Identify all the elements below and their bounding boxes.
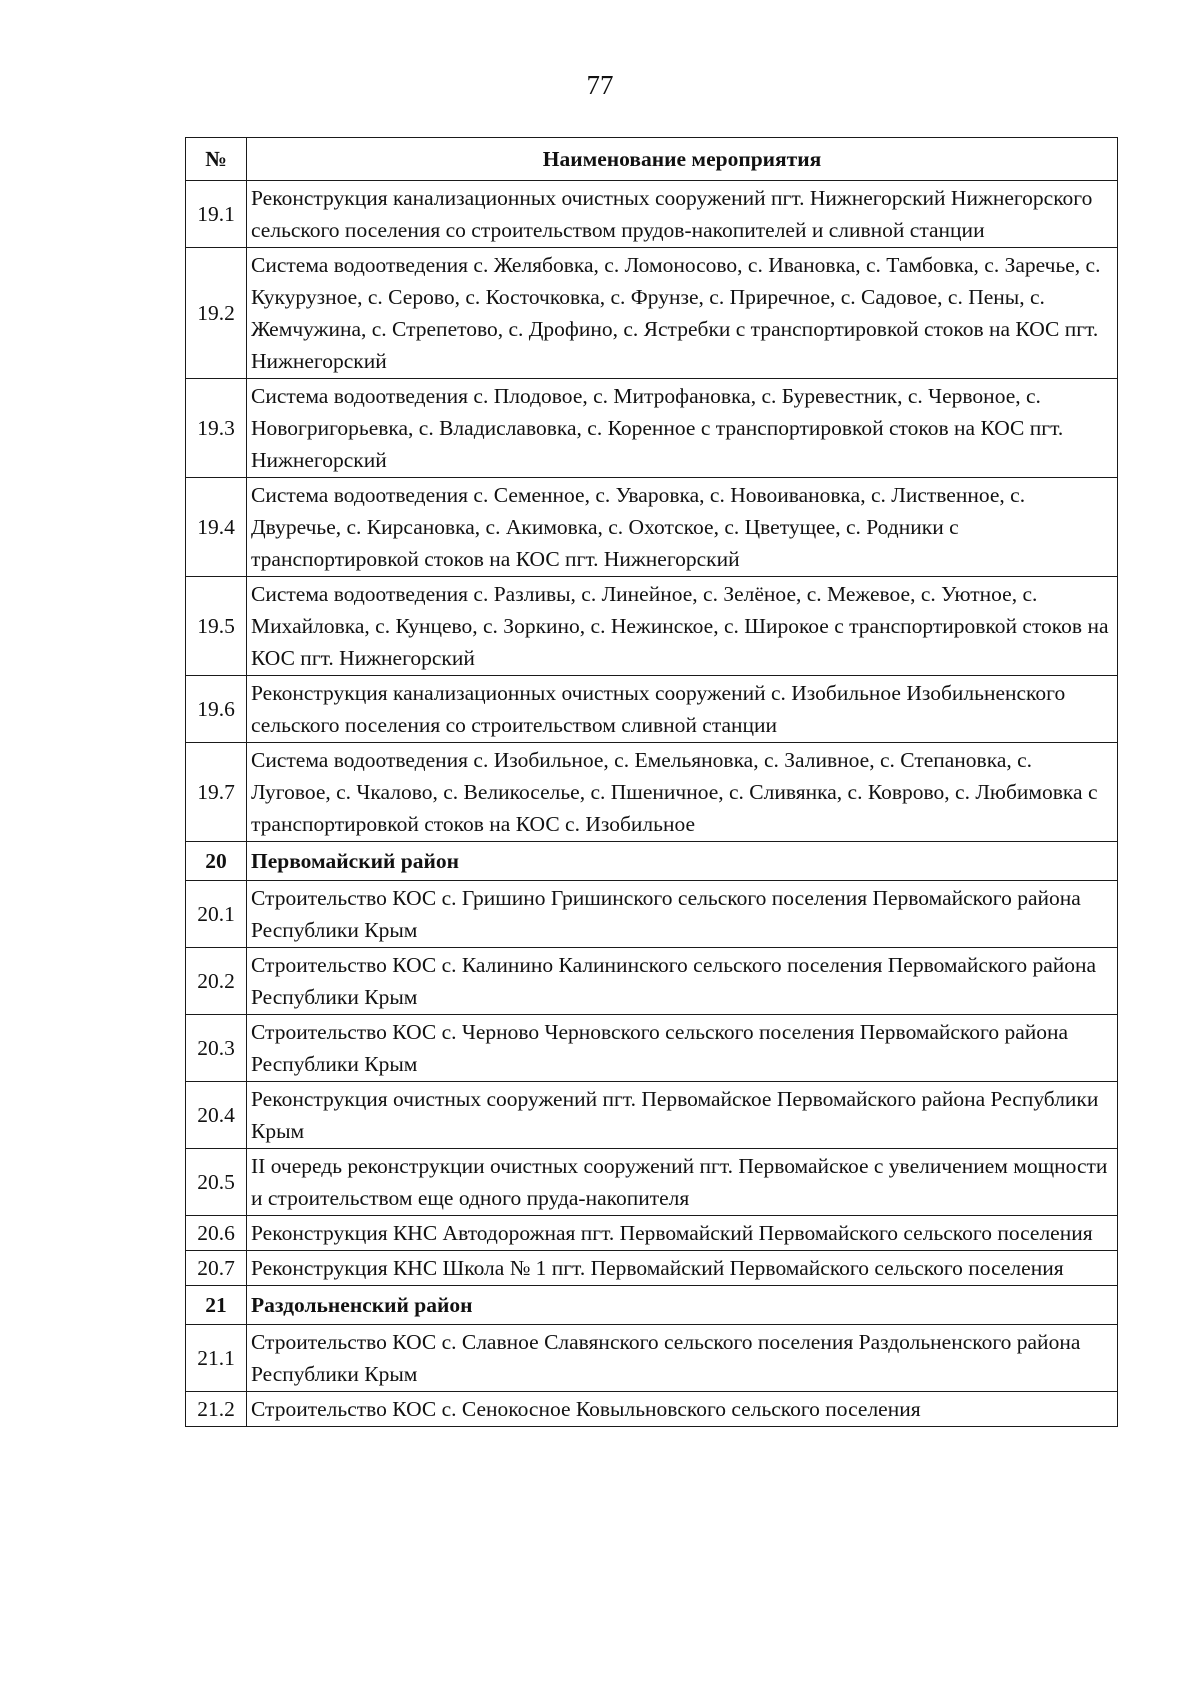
column-header-number: № bbox=[186, 138, 247, 181]
measure-name: Строительство КОС с. Гришино Гришинского сельского поселения Первомайского района Республики Крым bbox=[247, 881, 1118, 948]
district-name: Первомайский район bbox=[247, 842, 1118, 881]
row-number: 21.1 bbox=[186, 1325, 247, 1392]
row-number: 19.2 bbox=[186, 248, 247, 379]
column-header-measure-name: Наименование мероприятия bbox=[247, 138, 1118, 181]
measure-name: Система водоотведения с. Плодовое, с. Митрофановка, с. Буревестник, с. Червоное, с. Новогригорьевка, с. Владиславовка, с. Коренное с транспортировкой стоков на КОС пгт. Нижнегорский bbox=[247, 379, 1118, 478]
district-row bbox=[186, 1286, 1118, 1325]
row-number: 20.1 bbox=[186, 881, 247, 948]
measure-name: Система водоотведения с. Разливы, с. Линейное, с. Зелёное, с. Межевое, с. Уютное, с. Михайловка, с. Кунцево, с. Зоркино, с. Нежинское, с. Широкое с транспортировкой стоков на КОС пгт. Нижнегорский bbox=[247, 577, 1118, 676]
row-number: 20.2 bbox=[186, 948, 247, 1015]
measure-name: Строительство КОС с. Сенокосное Ковыльновского сельского поселения bbox=[247, 1392, 1118, 1427]
row-number: 19.5 bbox=[186, 577, 247, 676]
row-number: 21.2 bbox=[186, 1392, 247, 1427]
row-number: 20.5 bbox=[186, 1149, 247, 1216]
measure-name: Система водоотведения с. Желябовка, с. Ломоносово, с. Ивановка, с. Тамбовка, с. Заречье, с. Кукурузное, с. Серово, с. Косточковка, с. Фрунзе, с. Приречное, с. Садовое, с. Пены, с. Жемчужина, с. Стрепетово, с. Дрофино, с. Ястребки с транспортировкой стоков на КОС пгт. Нижнегорский bbox=[247, 248, 1118, 379]
measure-name: Строительство КОС с. Славное Славянского сельского поселения Раздольненского района Республики Крым bbox=[247, 1325, 1118, 1392]
table-row bbox=[186, 743, 1118, 842]
table-row bbox=[186, 248, 1118, 379]
district-number: 21 bbox=[186, 1286, 247, 1325]
measures-table bbox=[185, 137, 1118, 1427]
table-body bbox=[186, 181, 1118, 1427]
measure-name: Система водоотведения с. Семенное, с. Уваровка, с. Новоивановка, с. Лиственное, с. Двуречье, с. Кирсановка, с. Акимовка, с. Охотское, с. Цветущее, с. Родники с транспортировкой стоков на КОС пгт. Нижнегорский bbox=[247, 478, 1118, 577]
row-number: 19.1 bbox=[186, 181, 247, 248]
measure-name: Реконструкция канализационных очистных сооружений пгт. Нижнегорский Нижнегорского сельского поселения со строительством прудов-накопителей и сливной станции bbox=[247, 181, 1118, 248]
table-row bbox=[186, 948, 1118, 1015]
measure-name: Строительство КОС с. Калинино Калининского сельского поселения Первомайского района Республики Крым bbox=[247, 948, 1118, 1015]
page-number: 77 bbox=[586, 70, 614, 100]
table-header-row bbox=[186, 138, 1118, 181]
row-number: 20.6 bbox=[186, 1216, 247, 1251]
row-number: 19.3 bbox=[186, 379, 247, 478]
measure-name: Реконструкция очистных сооружений пгт. Первомайское Первомайского района Республики Крым bbox=[247, 1082, 1118, 1149]
table-row bbox=[186, 478, 1118, 577]
table-row bbox=[186, 379, 1118, 478]
table-row bbox=[186, 1149, 1118, 1216]
row-number: 19.4 bbox=[186, 478, 247, 577]
measure-name: Строительство КОС с. Черново Черновского сельского поселения Первомайского района Республики Крым bbox=[247, 1015, 1118, 1082]
row-number: 20.4 bbox=[186, 1082, 247, 1149]
table-row bbox=[186, 1251, 1118, 1286]
row-number: 19.7 bbox=[186, 743, 247, 842]
measure-name: Реконструкция КНС Школа № 1 пгт. Первомайский Первомайского сельского поселения bbox=[247, 1251, 1118, 1286]
table-row bbox=[186, 577, 1118, 676]
table-row bbox=[186, 1015, 1118, 1082]
table-row bbox=[186, 1392, 1118, 1427]
row-number: 20.7 bbox=[186, 1251, 247, 1286]
table-row bbox=[186, 881, 1118, 948]
district-name: Раздольненский район bbox=[247, 1286, 1118, 1325]
measure-name: Система водоотведения с. Изобильное, с. Емельяновка, с. Заливное, с. Степановка, с. Луговое, с. Чкалово, с. Великоселье, с. Пшеничное, с. Сливянка, с. Коврово, с. Любимовка с транспортировкой стоков на КОС с. Изобильное bbox=[247, 743, 1118, 842]
table-row bbox=[186, 1325, 1118, 1392]
table-row bbox=[186, 676, 1118, 743]
measure-name: Реконструкция КНС Автодорожная пгт. Первомайский Первомайского сельского поселения bbox=[247, 1216, 1118, 1251]
table-row bbox=[186, 181, 1118, 248]
table-row bbox=[186, 1216, 1118, 1251]
row-number: 20.3 bbox=[186, 1015, 247, 1082]
district-row bbox=[186, 842, 1118, 881]
row-number: 19.6 bbox=[186, 676, 247, 743]
measure-name: II очередь реконструкции очистных сооружений пгт. Первомайское с увеличением мощности и строительством еще одного пруда-накопителя bbox=[247, 1149, 1118, 1216]
table-row bbox=[186, 1082, 1118, 1149]
measure-name: Реконструкция канализационных очистных сооружений с. Изобильное Изобильненского сельского поселения со строительством сливной станции bbox=[247, 676, 1118, 743]
district-number: 20 bbox=[186, 842, 247, 881]
